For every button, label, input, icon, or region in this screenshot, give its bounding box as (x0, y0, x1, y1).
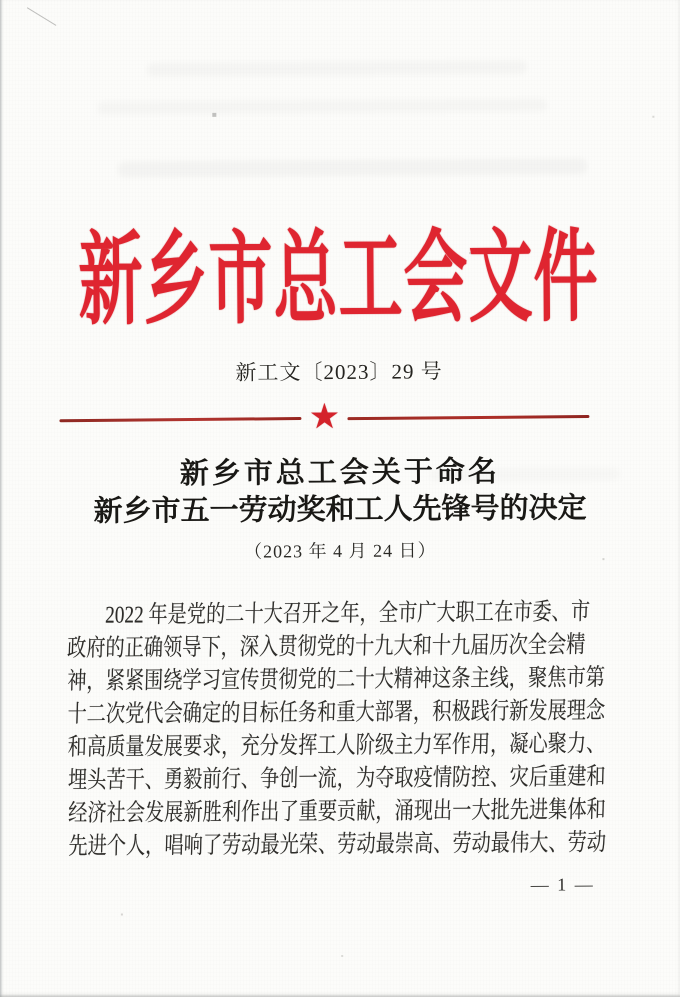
document-title-line-2: 新乡市五一劳动奖和工人先锋号的决定 (93, 492, 587, 528)
red-rule-left (59, 417, 301, 422)
bleedthrough-ghost (118, 158, 588, 177)
body-line: 和高质量发展要求，充分发挥工人阶级主力军作用，凝心聚力、 (67, 731, 606, 761)
red-rule (59, 396, 589, 436)
body-line: 经济社会发展新胜利作出了重要贡献，涌现出一大批先进集体和 (67, 797, 607, 827)
bleedthrough-ghost (147, 61, 527, 77)
bleedthrough-ghost (97, 99, 547, 115)
body-line: 2022 年是党的二十大召开之年，全市广大职工在市委、市 (104, 599, 591, 629)
body-line: 政府的正确领导下，深入贯彻党的十九大和十九届历次全会精 (66, 632, 586, 662)
document-date: （2023 年 4 月 24 日） (244, 540, 437, 562)
document-number: 新工文〔2023〕29 号 (235, 359, 443, 385)
document-title (0, 453, 680, 532)
page-number: — 1 — (530, 874, 595, 895)
body-line: 埋头苦干、勇毅前行、争创一流，为夺取疫情防控、灾后重建和 (67, 764, 606, 794)
scan-edge-left (0, 0, 3, 997)
document-title-line-1: 新乡市总工会关于命名 (179, 455, 500, 491)
star-icon: ★ (308, 396, 341, 436)
scan-scratch (27, 7, 56, 26)
body-paragraph (67, 596, 614, 864)
masthead-title-text: 新乡市总工会文件 (78, 221, 599, 338)
red-rule-right (347, 415, 589, 420)
masthead-title (0, 221, 679, 338)
body-line: 神，紧紧围绕学习宣传贯彻党的二十大精神这条主线，聚焦市第 (66, 665, 606, 695)
body-line: 先进个人，唱响了劳动最光荣、劳动最崇高、劳动最伟大、劳动 (68, 830, 607, 860)
body-line: 十二次党代会确定的目标任务和重大部署，积极践行新发展理念 (67, 698, 606, 728)
